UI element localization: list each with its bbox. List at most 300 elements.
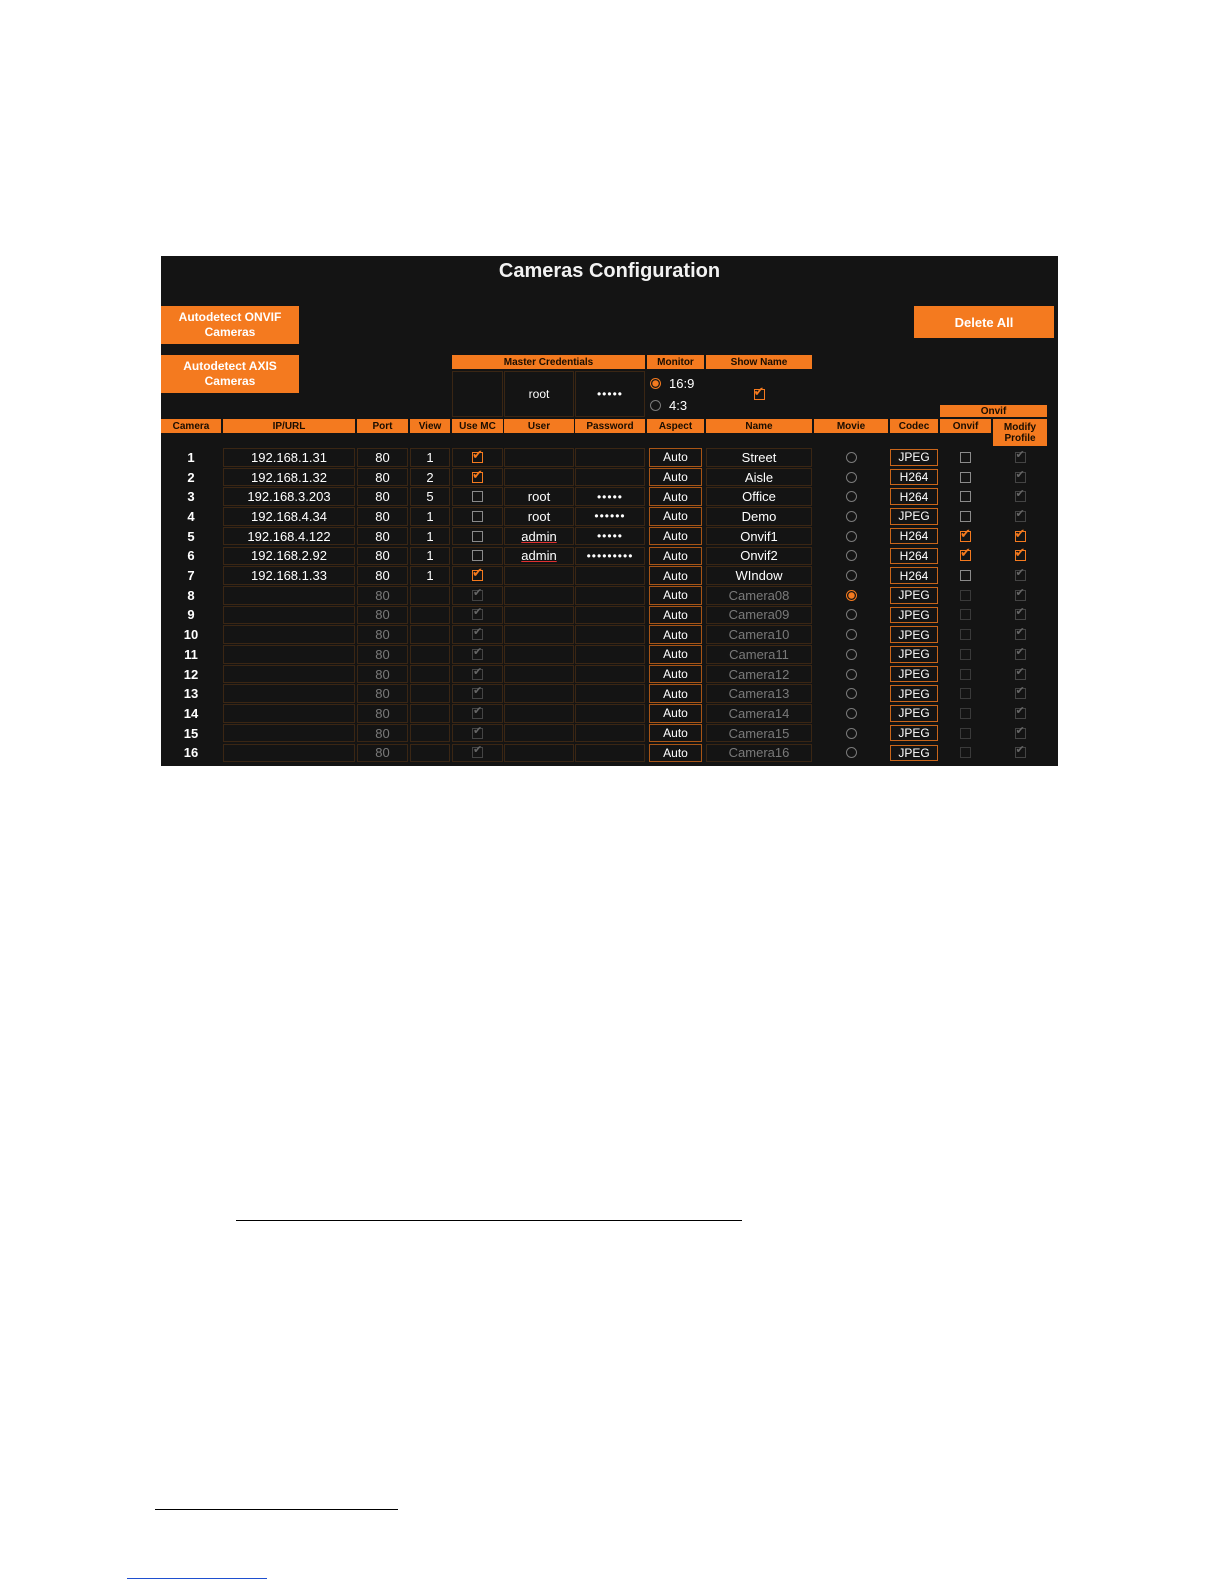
password-field[interactable] [575,586,645,605]
col-modify-profile: Modify Profile [993,419,1047,446]
master-user-field[interactable]: root [504,371,574,417]
codec-button[interactable]: JPEG [890,607,938,624]
modify-profile-cell [993,547,1047,566]
name-field[interactable]: WIndow [706,566,812,585]
monitor-169-option[interactable] [647,373,707,393]
col-user: User [504,419,574,433]
password-field[interactable] [575,684,645,703]
modify-profile-cell [993,625,1047,644]
monitor-43-option[interactable] [647,395,707,415]
onvif-checkbox[interactable] [960,511,971,522]
codec-button[interactable]: JPEG [890,449,938,466]
camera-number: 13 [183,686,199,702]
ip-url-field[interactable]: 192.168.2.92 [223,547,355,566]
onvif-checkbox[interactable] [960,609,971,620]
name-field[interactable]: Camera13 [706,684,812,703]
password-field[interactable] [575,566,645,585]
movie-radio[interactable] [846,669,857,680]
port-field[interactable]: 80 [357,468,408,487]
name-field[interactable]: Camera10 [706,625,812,644]
view-field[interactable] [410,586,450,605]
modify-profile-cell [993,645,1047,664]
modify-profile-checkbox[interactable] [1015,708,1026,719]
use-mc-checkbox[interactable] [472,728,483,739]
port-field[interactable]: 80 [357,645,408,664]
codec-button[interactable]: JPEG [890,685,938,702]
port-field[interactable]: 80 [357,704,408,723]
name-field[interactable]: Camera08 [706,586,812,605]
movie-radio[interactable] [846,649,857,660]
show-name-checkbox[interactable] [754,389,765,400]
aspect-button[interactable]: Auto [649,487,702,506]
onvif-group-header: Onvif [940,405,1047,417]
movie-cell [814,704,888,723]
modify-profile-checkbox[interactable] [1015,452,1026,463]
user-field[interactable] [504,468,574,487]
port-field[interactable]: 80 [357,744,408,763]
modify-profile-checkbox[interactable] [1015,570,1026,581]
aspect-button[interactable]: Auto [649,684,702,703]
camera-number: 11 [184,646,198,662]
view-field[interactable]: 1 [410,448,450,467]
port-field[interactable]: 80 [357,684,408,703]
movie-cell [814,645,888,664]
footnote-rule [155,1509,398,1510]
name-field[interactable]: Camera12 [706,665,812,684]
modify-profile-cell [993,468,1047,487]
modify-profile-cell [993,684,1047,703]
view-field[interactable]: 5 [410,487,450,506]
modify-profile-checkbox[interactable] [1015,747,1026,758]
use-mc-checkbox[interactable] [472,511,483,522]
modify-profile-cell [993,606,1047,625]
ip-url-field[interactable] [223,744,355,763]
onvif-cell [940,645,991,664]
modify-profile-checkbox[interactable] [1015,728,1026,739]
onvif-checkbox[interactable] [960,629,971,640]
password-field[interactable] [575,744,645,763]
movie-radio[interactable] [846,609,857,620]
aspect-button[interactable]: Auto [649,744,702,763]
onvif-cell [940,625,991,644]
movie-cell [814,468,888,487]
codec-button[interactable]: JPEG [890,626,938,643]
col-port: Port [357,419,408,433]
codec-button[interactable]: JPEG [890,705,938,722]
col-movie: Movie [814,419,888,433]
password-field[interactable] [575,665,645,684]
codec-button[interactable]: JPEG [890,508,938,525]
view-field[interactable]: 2 [410,468,450,487]
port-field[interactable]: 80 [357,724,408,743]
view-field[interactable] [410,606,450,625]
name-field[interactable]: Camera15 [706,724,812,743]
col-codec: Codec [890,419,938,433]
ip-url-field[interactable]: 192.168.4.122 [223,527,355,546]
movie-radio[interactable] [846,728,857,739]
modify-profile-checkbox[interactable] [1015,649,1026,660]
aspect-button[interactable]: Auto [649,704,702,723]
password-field[interactable] [575,645,645,664]
camera-number: 9 [187,607,195,623]
aspect-button[interactable]: Auto [649,468,702,487]
user-field[interactable] [504,625,574,644]
ip-url-field[interactable]: 192.168.1.31 [223,448,355,467]
ip-url-field[interactable]: 192.168.4.34 [223,507,355,526]
ip-url-field[interactable] [223,586,355,605]
onvif-cell [940,527,991,546]
use-mc-cell [452,586,503,605]
movie-cell [814,507,888,526]
modify-profile-cell [993,586,1047,605]
movie-radio[interactable] [846,570,857,581]
use-mc-cell [452,468,503,487]
aspect-button[interactable]: Auto [649,566,702,585]
onvif-cell [940,566,991,585]
modify-profile-checkbox[interactable] [1015,550,1026,561]
monitor-169-label: 16:9 [669,375,695,391]
camera-number: 1 [187,449,195,465]
view-field[interactable]: 1 [410,507,450,526]
user-field[interactable]: admin [504,547,574,566]
modify-profile-checkbox[interactable] [1015,629,1026,640]
col-camera: Camera [161,419,221,433]
user-field[interactable] [504,566,574,585]
movie-cell [814,547,888,566]
password-field[interactable] [575,625,645,644]
view-field[interactable] [410,665,450,684]
name-field[interactable]: Camera16 [706,744,812,763]
port-field[interactable]: 80 [357,547,408,566]
password-field[interactable] [575,704,645,723]
show-name-cell [706,371,812,417]
movie-radio[interactable] [846,688,857,699]
movie-radio[interactable] [846,511,857,522]
onvif-cell [940,468,991,487]
user-field[interactable]: root [504,487,574,506]
codec-button[interactable]: H264 [890,567,938,584]
movie-radio[interactable] [846,472,857,483]
movie-radio[interactable] [846,747,857,758]
view-field[interactable]: 1 [410,566,450,585]
movie-cell [814,566,888,585]
name-field[interactable]: Office [706,487,812,506]
port-field[interactable]: 80 [357,665,408,684]
modify-profile-checkbox[interactable] [1015,590,1026,601]
onvif-cell [940,487,991,506]
onvif-checkbox[interactable] [960,570,971,581]
document-rule [236,1220,742,1221]
use-mc-cell [452,566,503,585]
user-field[interactable] [504,724,574,743]
name-field[interactable]: Onvif2 [706,547,812,566]
onvif-checkbox[interactable] [960,669,971,680]
password-field[interactable]: ••••• [575,527,645,546]
name-field[interactable]: Aisle [706,468,812,487]
name-field[interactable]: Onvif1 [706,527,812,546]
user-field[interactable] [504,448,574,467]
use-mc-cell [452,724,503,743]
modify-profile-cell [993,704,1047,723]
movie-cell [814,684,888,703]
onvif-checkbox[interactable] [960,491,971,502]
aspect-button[interactable]: Auto [649,625,702,644]
port-field[interactable]: 80 [357,448,408,467]
col-name: Name [706,419,812,433]
modify-profile-checkbox[interactable] [1015,491,1026,502]
ip-url-field[interactable] [223,704,355,723]
ip-url-field[interactable]: 192.168.1.33 [223,566,355,585]
ip-url-field[interactable]: 192.168.1.32 [223,468,355,487]
view-field[interactable]: 1 [410,547,450,566]
onvif-checkbox[interactable] [960,472,971,483]
use-mc-checkbox[interactable] [472,747,483,758]
use-mc-checkbox[interactable] [472,590,483,601]
onvif-cell [940,724,991,743]
camera-number: 2 [187,469,195,485]
modify-profile-checkbox[interactable] [1015,688,1026,699]
delete-all-button[interactable]: Delete All [914,306,1054,338]
page-title: Cameras Configuration [498,260,721,282]
use-mc-checkbox[interactable] [472,688,483,699]
view-field[interactable] [410,645,450,664]
user-field[interactable]: admin [504,527,574,546]
monitor-43-radio[interactable] [650,400,661,411]
ip-url-field[interactable] [223,645,355,664]
modify-profile-cell [993,487,1047,506]
onvif-cell [940,665,991,684]
onvif-checkbox[interactable] [960,590,971,601]
password-field[interactable]: ••••• [575,487,645,506]
onvif-checkbox[interactable] [960,728,971,739]
movie-radio[interactable] [846,550,857,561]
port-field[interactable]: 80 [357,507,408,526]
port-field[interactable]: 80 [357,487,408,506]
movie-cell [814,625,888,644]
camera-number: 12 [183,666,199,682]
modify-profile-cell [993,507,1047,526]
name-field[interactable]: Camera14 [706,704,812,723]
use-mc-cell [452,665,503,684]
monitor-header: Monitor [647,355,704,369]
modify-profile-checkbox[interactable] [1015,472,1026,483]
password-field[interactable] [575,468,645,487]
port-field[interactable]: 80 [357,606,408,625]
use-mc-cell [452,704,503,723]
user-field[interactable] [504,744,574,763]
use-mc-checkbox[interactable] [472,491,483,502]
footer-link-rule [127,1578,267,1579]
password-field[interactable]: •••••• [575,507,645,526]
movie-radio[interactable] [846,708,857,719]
master-password-field[interactable]: ••••• [575,371,645,417]
movie-cell [814,744,888,763]
movie-cell [814,606,888,625]
onvif-cell [940,507,991,526]
codec-button[interactable]: JPEG [890,646,938,663]
monitor-169-radio[interactable] [650,378,661,389]
movie-radio[interactable] [846,629,857,640]
user-field[interactable] [504,704,574,723]
onvif-checkbox[interactable] [960,452,971,463]
aspect-button[interactable]: Auto [649,507,702,526]
onvif-cell [940,606,991,625]
movie-cell [814,586,888,605]
movie-radio[interactable] [846,590,857,601]
movie-cell [814,527,888,546]
port-field[interactable]: 80 [357,527,408,546]
codec-button[interactable]: JPEG [890,745,938,762]
monitor-43-label: 4:3 [669,397,688,413]
use-mc-checkbox[interactable] [472,472,483,483]
use-mc-checkbox[interactable] [472,669,483,680]
ip-url-field[interactable] [223,724,355,743]
camera-number: 8 [187,587,195,603]
onvif-cell [940,744,991,763]
aspect-button[interactable]: Auto [649,448,702,467]
modify-profile-checkbox[interactable] [1015,609,1026,620]
modify-profile-cell [993,744,1047,763]
movie-cell [814,724,888,743]
use-mc-checkbox[interactable] [472,649,483,660]
show-name-header: Show Name [706,355,812,369]
aspect-button[interactable]: Auto [649,547,702,566]
col-use-mc: Use MC [452,419,503,433]
master-credentials-header: Master Credentials [452,355,645,369]
view-field[interactable] [410,684,450,703]
onvif-checkbox[interactable] [960,649,971,660]
ip-url-field[interactable] [223,625,355,644]
use-mc-cell [452,507,503,526]
onvif-checkbox[interactable] [960,531,971,542]
user-field[interactable] [504,606,574,625]
password-field[interactable]: ••••••••• [575,547,645,566]
codec-button[interactable]: H264 [890,548,938,565]
camera-number: 16 [183,745,199,761]
use-mc-cell [452,744,503,763]
name-field[interactable]: Camera11 [706,645,812,664]
camera-number: 5 [187,528,195,544]
ip-url-field[interactable] [223,665,355,684]
use-mc-cell [452,645,503,664]
name-field[interactable]: Street [706,448,812,467]
password-field[interactable] [575,724,645,743]
port-field[interactable]: 80 [357,625,408,644]
use-mc-checkbox[interactable] [472,452,483,463]
aspect-button[interactable]: Auto [649,645,702,664]
autodetect-axis-button[interactable]: Autodetect AXIS Cameras [161,355,299,393]
onvif-checkbox[interactable] [960,747,971,758]
use-mc-cell [452,606,503,625]
name-field[interactable]: Demo [706,507,812,526]
use-mc-cell [452,527,503,546]
user-field[interactable] [504,645,574,664]
camera-number: 6 [187,548,195,564]
autodetect-onvif-button[interactable]: Autodetect ONVIF Cameras [161,306,299,344]
onvif-checkbox[interactable] [960,708,971,719]
cameras-configuration-screen [161,256,1058,766]
use-mc-checkbox[interactable] [472,531,483,542]
onvif-cell [940,704,991,723]
view-field[interactable] [410,724,450,743]
onvif-cell [940,448,991,467]
onvif-checkbox[interactable] [960,550,971,561]
codec-button[interactable]: H264 [890,488,938,505]
use-mc-checkbox[interactable] [472,708,483,719]
modify-profile-cell [993,724,1047,743]
movie-radio[interactable] [846,491,857,502]
ip-url-field[interactable] [223,684,355,703]
view-field[interactable] [410,744,450,763]
camera-number: 4 [187,508,195,524]
use-mc-checkbox[interactable] [472,550,483,561]
col-ip-url: IP/URL [223,419,355,433]
view-field[interactable]: 1 [410,527,450,546]
camera-number: 10 [183,627,199,643]
use-mc-cell [452,487,503,506]
codec-button[interactable]: JPEG [890,587,938,604]
modify-profile-checkbox[interactable] [1015,531,1026,542]
use-mc-cell [452,684,503,703]
movie-radio[interactable] [846,452,857,463]
camera-number: 3 [187,489,195,505]
port-field[interactable]: 80 [357,586,408,605]
aspect-button[interactable]: Auto [649,724,702,743]
movie-radio[interactable] [846,531,857,542]
codec-button[interactable]: H264 [890,528,938,545]
master-use-mc-cell [452,371,503,417]
codec-button[interactable]: JPEG [890,666,938,683]
use-mc-checkbox[interactable] [472,629,483,640]
col-view: View [410,419,450,433]
modify-profile-cell [993,448,1047,467]
aspect-button[interactable]: Auto [649,586,702,605]
onvif-checkbox[interactable] [960,688,971,699]
camera-number: 14 [183,705,199,721]
aspect-button[interactable]: Auto [649,606,702,625]
user-field[interactable] [504,665,574,684]
use-mc-cell [452,625,503,644]
user-field[interactable]: root [504,507,574,526]
port-field[interactable]: 80 [357,566,408,585]
aspect-button[interactable]: Auto [649,527,702,546]
modify-profile-checkbox[interactable] [1015,669,1026,680]
use-mc-cell [452,547,503,566]
user-field[interactable] [504,684,574,703]
password-field[interactable] [575,448,645,467]
view-field[interactable] [410,704,450,723]
password-field[interactable] [575,606,645,625]
modify-profile-checkbox[interactable] [1015,511,1026,522]
camera-number: 15 [183,725,199,741]
name-field[interactable]: Camera09 [706,606,812,625]
codec-button[interactable]: JPEG [890,725,938,742]
user-field[interactable] [504,586,574,605]
modify-profile-cell [993,566,1047,585]
onvif-cell [940,586,991,605]
ip-url-field[interactable]: 192.168.3.203 [223,487,355,506]
onvif-cell [940,547,991,566]
use-mc-checkbox[interactable] [472,609,483,620]
codec-button[interactable]: H264 [890,469,938,486]
movie-cell [814,448,888,467]
col-onvif: Onvif [940,419,991,433]
aspect-button[interactable]: Auto [649,665,702,684]
ip-url-field[interactable] [223,606,355,625]
view-field[interactable] [410,625,450,644]
onvif-cell [940,684,991,703]
use-mc-checkbox[interactable] [472,570,483,581]
